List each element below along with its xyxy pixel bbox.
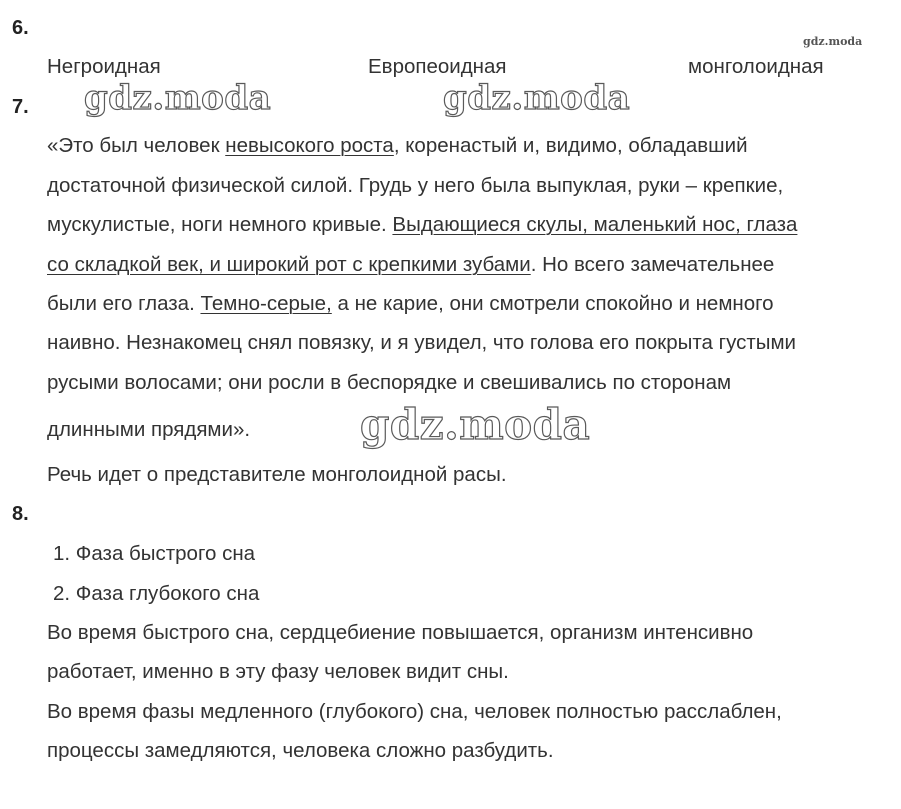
task-7-number: 7. xyxy=(12,96,29,118)
watermark-1: gdz.moda xyxy=(84,78,272,118)
sleep-phase-item-1: 1. Фаза быстрого сна xyxy=(53,542,256,565)
deep-sleep-line-2: процессы замедляются, человека сложно разбудить. xyxy=(47,739,554,762)
quote-line-4-end: . Но всего замечательнее xyxy=(530,253,775,276)
quote-line-8: длинными прядями». xyxy=(47,418,251,441)
deep-sleep-line-1: Во время фазы медленного (глубокого) сна, человек полностью расслаблен, xyxy=(47,700,782,723)
quote-line-1-end: , коренастый и, видимо, обладавший xyxy=(393,134,748,157)
watermark-2: gdz.moda xyxy=(443,78,631,118)
quote-line-3 xyxy=(47,213,797,237)
watermark-small: gdz.moda xyxy=(803,35,863,48)
quote-line-4 xyxy=(47,253,774,277)
sleep-phase-item-2: 2. Фаза глубокого сна xyxy=(53,582,260,605)
underlined-dark-grey: Темно-серые, xyxy=(200,292,332,315)
task-7-conclusion: Речь идет о представителе монголоидной расы. xyxy=(47,463,507,486)
race-mongoloid: монголоидная xyxy=(688,55,824,78)
quote-line-3-start: мускулистые, ноги немного кривые. xyxy=(47,213,393,236)
quote-line-6: наивно. Незнакомец снял повязку, и я увидел, что голова его покрыта густыми xyxy=(47,331,797,354)
quote-line-2: достаточной физической силой. Грудь у него была выпуклая, руки – крепкие, xyxy=(47,174,784,197)
quote-line-5 xyxy=(47,292,774,316)
race-negroid: Негроидная xyxy=(47,55,161,78)
rem-sleep-line-2: работает, именно в эту фазу человек видит сны. xyxy=(47,660,509,683)
quote-line-7: русыми волосами; они росли в беспорядке и свешивались по сторонам xyxy=(47,371,732,394)
rem-sleep-line-1: Во время быстрого сна, сердцебиение повышается, организм интенсивно xyxy=(47,621,754,644)
quote-line-5-start: были его глаза. xyxy=(47,292,201,315)
race-europeoid: Европеоидная xyxy=(368,55,507,78)
underlined-cheekbones: Выдающиеся скулы, маленький нос, глаза xyxy=(392,213,798,236)
underlined-eyelid-fold: со складкой век, и широкий рот с крепкими зубами xyxy=(47,253,531,276)
quote-line-1 xyxy=(47,134,748,158)
underlined-short-stature: невысокого роста xyxy=(225,134,394,157)
task-6-number: 6. xyxy=(12,17,29,39)
quote-line-1-start: «Это был человек xyxy=(47,134,226,157)
quote-line-5-end: а не карие, они смотрели спокойно и немного xyxy=(331,292,774,315)
task-8-number: 8. xyxy=(12,503,29,525)
watermark-3: gdz.moda xyxy=(360,400,591,449)
